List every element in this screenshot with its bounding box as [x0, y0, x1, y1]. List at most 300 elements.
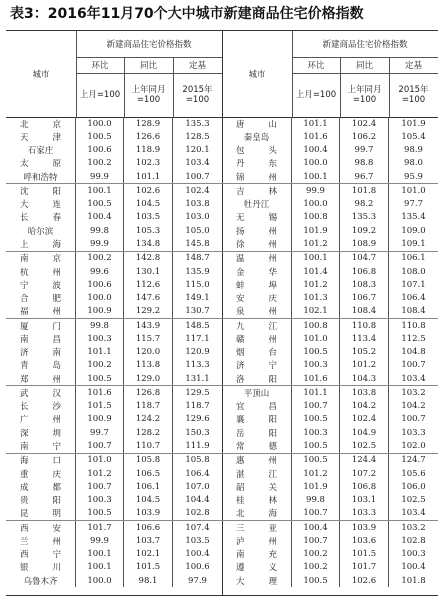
mom-value: 100.5: [76, 130, 124, 143]
fixed-base-value: 104.8: [401, 347, 426, 358]
city-name: 金 华: [222, 265, 292, 278]
table-row: [222, 520, 438, 534]
yoy-value: 103.7: [124, 534, 173, 547]
table-row: [6, 413, 222, 426]
mom-header: 环比: [76, 57, 125, 74]
fixed-base-value: 102.8: [401, 535, 426, 546]
mom-value: 100.4: [292, 521, 340, 534]
mom-value: 100.1: [292, 170, 340, 183]
city-name: 天 津: [6, 130, 76, 143]
city-name: 蚌 埠: [222, 278, 292, 291]
mom-value: 100.0: [76, 574, 124, 587]
fixed-base-value: 107.0: [185, 481, 210, 492]
table-row: [222, 117, 438, 130]
left-city-column: [6, 117, 223, 595]
mom-value: 99.9: [292, 184, 340, 197]
mom-value: 100.2: [292, 548, 340, 561]
mom-value: 100.3: [292, 359, 340, 372]
mom-value: 101.9: [292, 480, 340, 493]
city-name: 桂 林: [222, 493, 292, 506]
right-city-column: [222, 117, 438, 595]
mom-value: 100.5: [292, 454, 340, 467]
table-row: [222, 507, 438, 520]
city-name: 湛 江: [222, 467, 292, 480]
table-row: [6, 467, 222, 480]
yoy-value: 102.1: [124, 548, 173, 561]
table-row: [222, 237, 438, 250]
table-row: [6, 237, 222, 250]
fixed-base-value: 95.9: [404, 171, 423, 182]
mom-value: 101.7: [76, 521, 124, 534]
city-name: 深 圳: [6, 426, 76, 439]
city-name: 武 汉: [6, 386, 76, 399]
fixed-base-value: 100.3: [401, 549, 426, 560]
yoy-value: 101.5: [124, 561, 173, 574]
mom-value: 100.7: [76, 439, 124, 452]
yoy-value: 112.6: [124, 278, 173, 291]
yoy-value: 102.4: [340, 117, 389, 130]
yoy-value: 96.7: [340, 170, 389, 183]
yoy-value: 102.3: [124, 157, 173, 170]
city-name: 扬 州: [222, 224, 292, 237]
table-row: [222, 346, 438, 359]
city-name: 宜 昌: [222, 400, 292, 413]
city-name: 北 海: [222, 507, 292, 520]
mom-value: 100.0: [292, 157, 340, 170]
mom-value: 100.3: [76, 332, 124, 345]
fixed-base-value: 105.4: [401, 131, 426, 142]
fixed-base-value: 103.0: [185, 212, 210, 223]
mom-base-label: 上月=100: [76, 73, 125, 117]
mom-value: 100.8: [292, 211, 340, 224]
fixed-base-label: 2015年=100: [398, 85, 429, 105]
yoy-value: 103.8: [340, 386, 389, 399]
yoy-value: 106.6: [124, 521, 173, 534]
city-name: 襄 阳: [222, 413, 292, 426]
city-name: 泉 州: [222, 305, 292, 318]
fixed-base-value: 106.0: [401, 481, 426, 492]
table-row: [6, 385, 222, 399]
city-name: 长 春: [6, 211, 76, 224]
yoy-value: 142.8: [124, 252, 173, 265]
table-row: [222, 278, 438, 291]
city-name: 北 京: [6, 117, 76, 130]
fixed-base-value: 110.8: [401, 320, 426, 331]
mom-value: 100.1: [76, 548, 124, 561]
city-name: 哈尔滨: [6, 224, 76, 237]
fixed-base-value: 103.4: [401, 373, 426, 384]
table-row: [222, 534, 438, 547]
table-row: [222, 467, 438, 480]
table-row: [222, 480, 438, 493]
yoy-value: 118.9: [124, 144, 173, 157]
city-name: 大 理: [222, 574, 292, 587]
yoy-value: 105.3: [124, 224, 173, 237]
mom-value: 100.9: [76, 413, 124, 426]
yoy-value: 106.8: [340, 265, 389, 278]
fixed-base-value: 100.7: [401, 360, 426, 371]
city-name: 牡丹江: [222, 198, 292, 211]
yoy-value: 108.9: [340, 237, 389, 250]
yoy-value: 108.3: [340, 278, 389, 291]
city-name: 呼和浩特: [6, 170, 76, 183]
fixed-base-value: 109.0: [401, 225, 426, 236]
table-row: [6, 251, 222, 265]
yoy-value: 115.7: [124, 332, 173, 345]
yoy-value: 147.6: [124, 291, 173, 304]
city-name: 太 原: [6, 157, 76, 170]
mom-value: 100.0: [76, 291, 124, 304]
table-row: [222, 224, 438, 237]
mom-value: 100.5: [292, 413, 340, 426]
mom-value: 100.0: [292, 198, 340, 211]
fixed-base-value: 100.6: [185, 562, 210, 573]
fixed-base-value: 109.1: [401, 239, 426, 250]
city-column-header: 城市: [222, 31, 293, 117]
city-name: 兰 州: [6, 534, 76, 547]
mom-value: 101.3: [292, 291, 340, 304]
fixed-base-value: 131.1: [185, 373, 210, 384]
table-row: [222, 130, 438, 143]
yoy-value: 129.2: [124, 305, 173, 318]
yoy-base-label: 上年同月=100: [124, 73, 174, 117]
yoy-value: 105.2: [340, 346, 389, 359]
city-name: 温 州: [222, 252, 292, 265]
mom-value: 100.4: [292, 144, 340, 157]
fixed-base-value: 111.9: [185, 441, 210, 451]
mom-value: 100.7: [292, 534, 340, 547]
table-row: [222, 413, 438, 426]
table-row: [6, 211, 222, 224]
city-name: 韶 关: [222, 480, 292, 493]
header-right: [222, 31, 438, 117]
yoy-value: 107.2: [340, 467, 389, 480]
fixed-base-value: 130.7: [185, 306, 210, 317]
yoy-value: 103.9: [124, 507, 173, 520]
mom-value: 100.5: [292, 439, 340, 452]
fixed-base-value: 135.3: [185, 118, 210, 129]
mom-value: 101.2: [292, 278, 340, 291]
fixed-base-value: 98.9: [404, 145, 423, 156]
yoy-value: 129.0: [124, 372, 173, 385]
city-name: 九 江: [222, 319, 292, 332]
table-row: [222, 561, 438, 574]
yoy-value: 103.3: [340, 507, 389, 520]
yoy-value: 102.5: [340, 439, 389, 452]
fixed-base-value: 101.0: [401, 185, 426, 196]
city-name: 丹 东: [222, 157, 292, 170]
mom-value: 99.8: [76, 224, 124, 237]
table-row: [222, 157, 438, 170]
yoy-value: 124.4: [340, 454, 389, 467]
table-row: [6, 359, 222, 372]
fixed-base-value: 100.4: [401, 562, 426, 573]
fixed-base-value: 124.7: [401, 455, 426, 466]
table-row: [222, 359, 438, 372]
table-row: [222, 400, 438, 413]
city-name: 济 南: [6, 346, 76, 359]
mom-value: 99.9: [76, 170, 124, 183]
fixed-base-value: 129.5: [185, 387, 210, 398]
mom-value: 101.6: [292, 372, 340, 385]
fixed-base-value: 103.2: [401, 387, 426, 398]
table-row: [222, 144, 438, 157]
table-row: [222, 372, 438, 385]
yoy-value: 106.5: [124, 467, 173, 480]
fixed-base-value: 106.4: [185, 468, 210, 479]
fixed-base-value: 105.6: [401, 468, 426, 479]
fixed-base-value: 129.6: [185, 414, 210, 425]
mom-value: 101.9: [292, 224, 340, 237]
table-row: [6, 170, 222, 183]
table-row: [6, 520, 222, 534]
fixed-base-value: 103.4: [401, 508, 426, 519]
fixed-base-value: 135.9: [185, 266, 210, 277]
fixed-base-value: 117.1: [185, 333, 210, 344]
table-row: [6, 224, 222, 237]
table-row: [6, 278, 222, 291]
fixed-base-value: 145.8: [185, 239, 210, 250]
mom-value: 100.5: [292, 346, 340, 359]
table-row: [6, 480, 222, 493]
mom-value: 100.2: [76, 359, 124, 372]
city-name: 赣 州: [222, 332, 292, 345]
fixed-base-value: 100.7: [185, 171, 210, 182]
fixed-base-value: 150.3: [185, 427, 210, 438]
city-name: 杭 州: [6, 265, 76, 278]
table-row: [222, 548, 438, 561]
yoy-value: 106.2: [340, 130, 389, 143]
header-left: [6, 31, 223, 117]
yoy-value: 104.3: [340, 372, 389, 385]
city-name: 唐 山: [222, 117, 292, 130]
city-name: 青 岛: [6, 359, 76, 372]
fixed-base-value: 105.8: [185, 455, 210, 466]
yoy-value: 106.8: [340, 480, 389, 493]
yoy-value: 113.4: [340, 332, 389, 345]
mom-value: 100.2: [292, 561, 340, 574]
yoy-value: 108.4: [340, 305, 389, 318]
yoy-value: 128.9: [124, 117, 173, 130]
city-name: 西 宁: [6, 548, 76, 561]
index-group-header: 新建商品住宅价格指数: [76, 31, 222, 58]
city-name: 昆 明: [6, 507, 76, 520]
fixed-base-value: 103.5: [185, 535, 210, 546]
table-row: [6, 534, 222, 547]
fixed-base-value: 108.4: [401, 306, 426, 317]
yoy-value: 134.8: [124, 237, 173, 250]
fixed-base-value: 104.2: [401, 401, 426, 412]
yoy-value: 103.9: [340, 521, 389, 534]
mom-value: 100.5: [292, 574, 340, 587]
city-name: 三 亚: [222, 521, 292, 534]
table-row: [222, 574, 438, 587]
mom-value: 100.7: [292, 400, 340, 413]
table-row: [222, 385, 438, 399]
city-name: 南 宁: [6, 439, 76, 452]
table-row: [6, 561, 222, 574]
mom-value: 100.1: [76, 561, 124, 574]
city-name: 乌鲁木齐: [6, 574, 76, 587]
fixed-base-value: 106.4: [401, 293, 426, 304]
city-name: 厦 门: [6, 319, 76, 332]
yoy-value: 102.6: [124, 184, 173, 197]
table-row: [222, 291, 438, 304]
mom-value: 101.0: [76, 454, 124, 467]
table-row: [6, 157, 222, 170]
yoy-value: 103.5: [124, 211, 173, 224]
yoy-value: 101.8: [340, 184, 389, 197]
yoy-value: 143.9: [124, 319, 173, 332]
city-name: 西 安: [6, 521, 76, 534]
mom-value: 99.7: [76, 426, 124, 439]
mom-value: 99.8: [292, 493, 340, 506]
fixed-base-value: 104.4: [185, 495, 210, 506]
yoy-value: 101.7: [340, 561, 389, 574]
table-row: [6, 439, 222, 452]
table-row: [6, 400, 222, 413]
table-row: [222, 453, 438, 467]
city-name: 常 德: [222, 439, 292, 452]
table-row: [6, 265, 222, 278]
yoy-value: 98.8: [340, 157, 389, 170]
fixed-base-value: 148.5: [185, 320, 210, 331]
yoy-value: 110.7: [124, 439, 173, 452]
mom-base-label: 上月=100: [292, 73, 341, 117]
yoy-value: 110.8: [340, 319, 389, 332]
yoy-value: 98.1: [124, 574, 173, 587]
table-row: [222, 332, 438, 345]
city-name: 广 州: [6, 413, 76, 426]
city-name: 合 肥: [6, 291, 76, 304]
fixed-base-label: 2015年=100: [182, 85, 213, 105]
mom-value: 100.5: [76, 507, 124, 520]
yoy-value: 98.2: [340, 198, 389, 211]
mom-value: 100.3: [292, 426, 340, 439]
yoy-value: 103.6: [340, 534, 389, 547]
fixed-base-value: 105.0: [185, 225, 210, 236]
mom-value: 99.8: [76, 319, 124, 332]
fixed-base-header: 定基: [173, 57, 222, 74]
yoy-value: 104.7: [340, 252, 389, 265]
yoy-value: 99.7: [340, 144, 389, 157]
city-name: 徐 州: [222, 237, 292, 250]
yoy-value: 104.5: [124, 493, 173, 506]
yoy-value: 104.9: [340, 426, 389, 439]
fixed-base-value: 103.3: [401, 427, 426, 438]
city-name: 锦 州: [222, 170, 292, 183]
table-row: [6, 318, 222, 332]
table-row: [222, 198, 438, 211]
yoy-value: 105.8: [124, 454, 173, 467]
mom-value: 100.9: [76, 305, 124, 318]
table-row: [6, 426, 222, 439]
fixed-base-value: 103.2: [401, 522, 426, 533]
fixed-base-value: 102.8: [185, 508, 210, 519]
fixed-base-value: 112.5: [401, 333, 426, 344]
mom-value: 100.7: [292, 507, 340, 520]
yoy-value: 101.2: [340, 359, 389, 372]
yoy-value: 102.6: [340, 574, 389, 587]
mom-value: 100.2: [76, 157, 124, 170]
table-row: [222, 318, 438, 332]
yoy-value: 130.1: [124, 265, 173, 278]
fixed-base-value: 148.7: [185, 253, 210, 264]
mom-value: 101.2: [292, 237, 340, 250]
mom-value: 100.7: [76, 480, 124, 493]
city-name: 贵 阳: [6, 493, 76, 506]
mom-value: 100.6: [76, 278, 124, 291]
fixed-base-value: 108.0: [401, 266, 426, 277]
fixed-base-value: 118.7: [185, 401, 210, 412]
mom-value: 100.3: [76, 493, 124, 506]
city-name: 秦皇岛: [222, 130, 292, 143]
index-group-header: 新建商品住宅价格指数: [292, 31, 438, 58]
fixed-base-value: 135.4: [401, 212, 426, 223]
mom-value: 100.0: [76, 117, 124, 130]
mom-value: 100.2: [76, 252, 124, 265]
yoy-value: 113.8: [124, 359, 173, 372]
mom-value: 100.5: [76, 198, 124, 211]
table-row: [6, 130, 222, 143]
fixed-base-value: 102.0: [401, 441, 426, 451]
mom-value: 99.9: [76, 534, 124, 547]
table-row: [6, 183, 222, 197]
fixed-base-value: 100.7: [401, 414, 426, 425]
table-row: [222, 170, 438, 183]
yoy-value: 106.1: [124, 480, 173, 493]
table-row: [6, 372, 222, 385]
yoy-value: 102.4: [340, 413, 389, 426]
table-row: [222, 265, 438, 278]
mom-value: 101.6: [76, 386, 124, 399]
fixed-base-value: 115.0: [185, 279, 210, 290]
fixed-base-value: 113.3: [185, 360, 210, 371]
city-name: 郑 州: [6, 372, 76, 385]
city-name: 安 庆: [222, 291, 292, 304]
yoy-value: 109.2: [340, 224, 389, 237]
yoy-value: 135.3: [340, 211, 389, 224]
fixed-base-value: 103.4: [185, 158, 210, 169]
table-row: [222, 305, 438, 318]
table-row: [222, 211, 438, 224]
fixed-base-value: 102.4: [185, 185, 210, 196]
fixed-base-value: 97.9: [188, 575, 207, 586]
table-row: [6, 291, 222, 304]
table-row: [6, 507, 222, 520]
yoy-base-label: 上年同月=100: [340, 73, 390, 117]
table-header: [6, 31, 438, 118]
city-name: 宁 波: [6, 278, 76, 291]
yoy-value: 128.2: [124, 426, 173, 439]
yoy-header: 同比: [340, 57, 390, 74]
table-row: [6, 493, 222, 506]
fixed-base-value: 98.0: [404, 158, 423, 169]
table-row: [222, 439, 438, 452]
city-name: 海 口: [6, 454, 76, 467]
fixed-base-value: 100.4: [185, 549, 210, 560]
fixed-base-value: 149.1: [185, 293, 210, 304]
yoy-value: 118.7: [124, 400, 173, 413]
fixed-base-value: 101.9: [401, 118, 426, 129]
fixed-base-header: 定基: [389, 57, 438, 74]
city-name: 沈 阳: [6, 184, 76, 197]
price-index-table: [6, 30, 438, 596]
table-row: [6, 346, 222, 359]
yoy-value: 101.1: [124, 170, 173, 183]
table-row: [222, 251, 438, 265]
mom-header: 环比: [292, 57, 341, 74]
